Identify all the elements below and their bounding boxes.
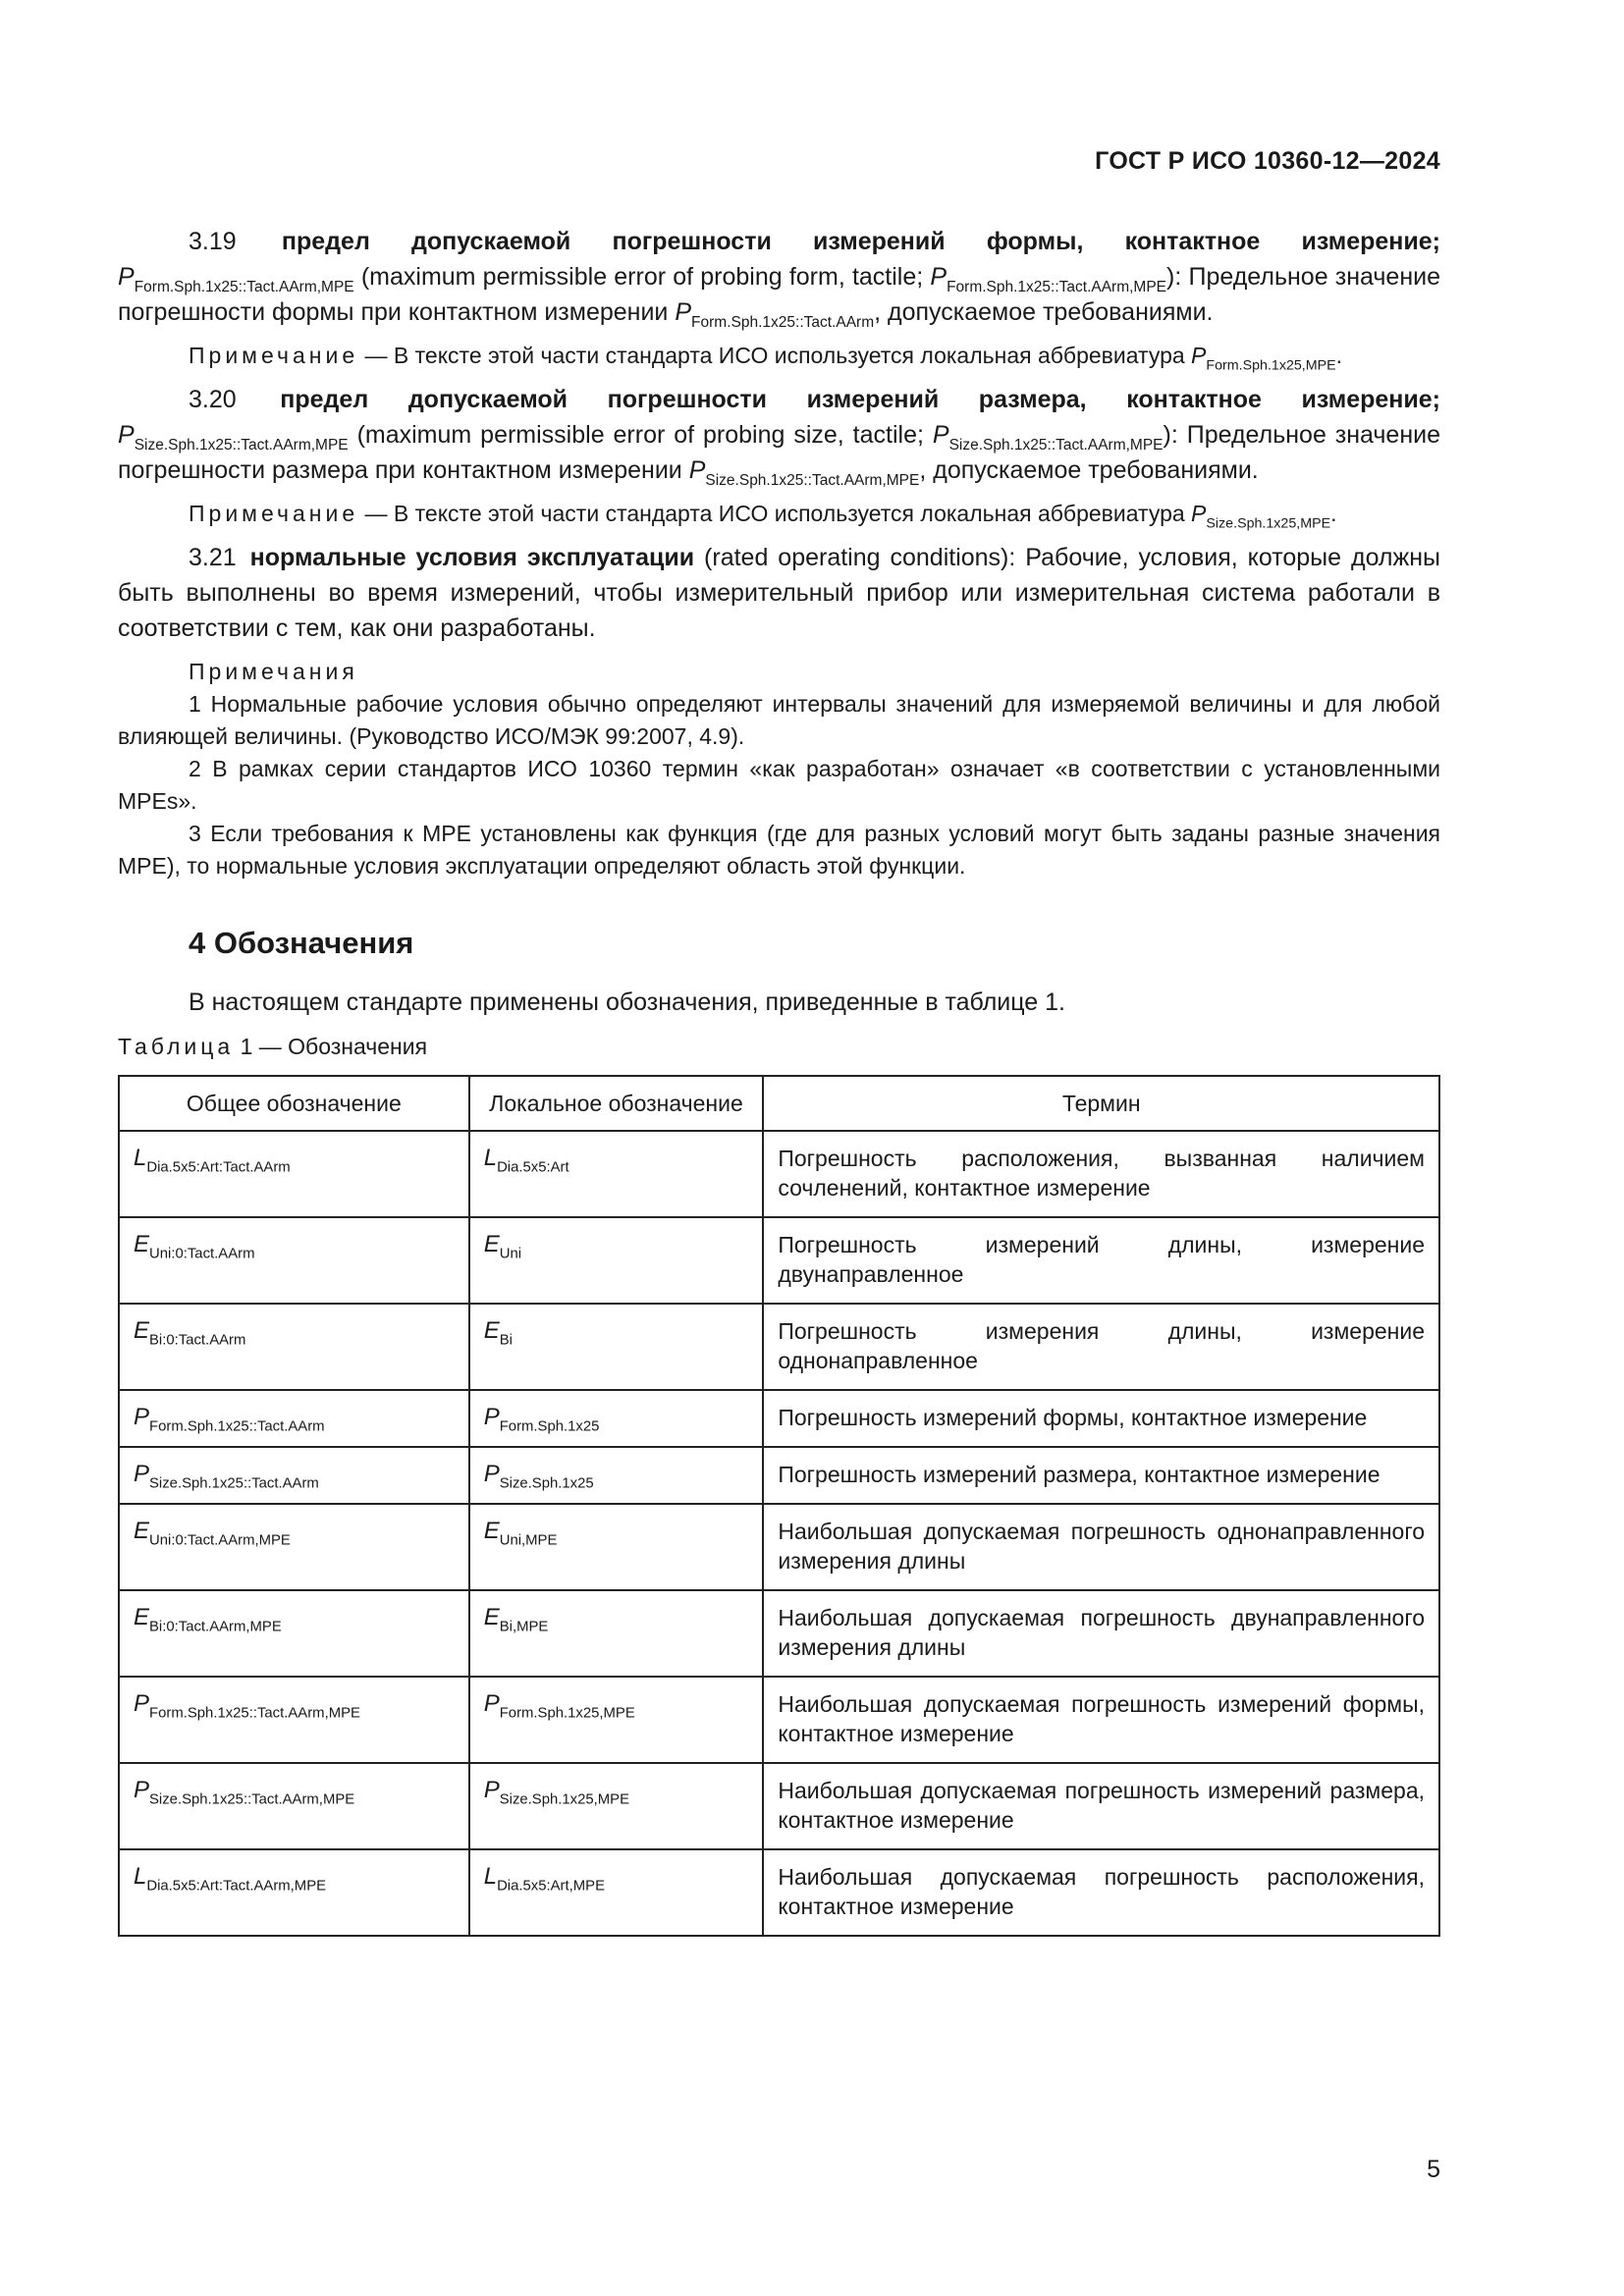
symbol-subscript: Uni:0:Tact.AArm,MPE: [149, 1532, 291, 1549]
symbol-base: E: [483, 1231, 500, 1257]
symbol-base: P: [118, 421, 135, 449]
symbol-subscript: Size.Sph.1x25::Tact.AArm,MPE: [705, 471, 920, 489]
note-item-3: 3 Если требования к MPE установлены как функция (где для разных условий могут быть заданы разные значения MPE), то нормальные условия эксплуатации определяют область этой функции.: [118, 821, 1440, 879]
term-cell: Погрешность измерений формы, контактное измерение: [763, 1390, 1439, 1447]
document-page: [118, 0, 1440, 2296]
symbol-base: P: [483, 1404, 500, 1430]
general-symbol-cell: [119, 1131, 469, 1217]
symbol-subscript: Dia.5x5:Art: [497, 1159, 569, 1176]
table-row: [119, 1590, 1439, 1677]
note-label: Примечание: [189, 343, 359, 368]
symbol-subscript: Dia.5x5:Art:Tact.AArm: [146, 1159, 291, 1176]
symbol-base: P: [118, 263, 135, 291]
symbol-subscript: Size.Sph.1x25::Tact.AArm: [149, 1475, 319, 1492]
symbol-base: E: [134, 1518, 150, 1544]
term-cell: Погрешность расположения, вызванная наличием сочленений, контактное измерение: [763, 1131, 1439, 1217]
table-row: [119, 1763, 1439, 1849]
symbol-subscript: Bi:0:Tact.AArm,MPE: [149, 1619, 282, 1635]
term-cell: Погрешность измерений размера, контактное измерение: [763, 1447, 1439, 1504]
table-row: [119, 1447, 1439, 1504]
symbol-base: P: [134, 1690, 150, 1717]
symbol-base: L: [134, 1863, 147, 1890]
symbol-base: P: [483, 1777, 500, 1803]
symbols-table: [118, 1075, 1440, 1937]
term-cell: Наибольшая допускаемая погрешность расположения, контактное измерение: [763, 1849, 1439, 1936]
term-heading: предел допускаемой погрешности измерений формы, контактное измерение;: [281, 228, 1440, 255]
symbol-base: E: [134, 1604, 150, 1630]
page-number: 5: [1427, 2156, 1440, 2183]
general-symbol-cell: [119, 1304, 469, 1390]
note-end: .: [1330, 501, 1337, 526]
general-symbol-cell: [119, 1390, 469, 1447]
definition-3-20: [118, 382, 1440, 488]
section-intro: В настоящем стандарте применены обозначения, приведенные в таблице 1.: [189, 988, 1066, 1016]
note-3-19: [118, 340, 1440, 372]
definition-text: Предельное значение погрешности формы при контактном измерении: [118, 263, 1441, 326]
symbol-base: P: [134, 1404, 150, 1430]
symbol-base: E: [134, 1317, 150, 1344]
symbol-subscript: Form.Sph.1x25,MPE: [1206, 357, 1336, 374]
local-symbol-cell: [469, 1131, 764, 1217]
term-heading: предел допускаемой погрешности измерений размера, контактное измерение;: [280, 386, 1440, 413]
table-header-row: [119, 1076, 1439, 1131]
general-symbol-cell: [119, 1447, 469, 1504]
notes-heading: [118, 656, 1440, 688]
notes-label: Примечания: [189, 659, 358, 684]
clause-number: 3.19: [189, 228, 237, 255]
term-cell: Погрешность измерения длины, измерение однонаправленное: [763, 1304, 1439, 1390]
caption-label: Таблица: [118, 1034, 235, 1059]
local-symbol-cell: [469, 1504, 764, 1590]
table-row: [119, 1131, 1439, 1217]
symbol-base: E: [483, 1604, 500, 1630]
local-symbol-cell: [469, 1304, 764, 1390]
column-header-local: Локальное обозначение: [469, 1076, 764, 1131]
symbol-subscript: Size.Sph.1x25,MPE: [499, 1791, 630, 1808]
symbol-base: E: [134, 1231, 150, 1257]
table-row: [119, 1504, 1439, 1590]
symbol-base: L: [483, 1863, 498, 1890]
clause-number: 3.20: [189, 386, 237, 413]
symbol-subscript: Size.Sph.1x25::Tact.AArm,MPE: [149, 1791, 355, 1808]
term-cell: Наибольшая допускаемая погрешность двунаправленного измерения длины: [763, 1590, 1439, 1677]
general-symbol-cell: [119, 1504, 469, 1590]
running-header: ГОСТ Р ИСО 10360-12—2024: [1095, 147, 1440, 175]
symbol-base: L: [134, 1145, 147, 1171]
symbol-subscript: Form.Sph.1x25::Tact.AArm,MPE: [149, 1705, 360, 1722]
definition-text: (rated operating conditions): Рабочие, условия, которые должны быть выполнены во время измерений, чтобы измерительный прибор или измерительная система работали в соответствии с тем, как они разработаны.: [118, 544, 1441, 642]
symbol-base: P: [134, 1777, 150, 1803]
symbol-base: P: [134, 1461, 150, 1487]
local-symbol-cell: [469, 1849, 764, 1936]
term-cell: Наибольшая допускаемая погрешность измерений формы, контактное измерение: [763, 1677, 1439, 1763]
note-item-2: 2 В рамках серии стандартов ИСО 10360 термин «как разработан» означает «в соответствии с установленными MPEs».: [118, 756, 1440, 814]
symbol-subscript: Form.Sph.1x25::Tact.AArm: [691, 313, 875, 331]
note-text: — В тексте этой части стандарта ИСО используется локальная аббревиатура: [358, 501, 1192, 526]
symbol-base: P: [675, 298, 692, 326]
symbol-base: E: [483, 1317, 500, 1344]
symbol-subscript: Bi: [499, 1332, 513, 1349]
table-caption: [118, 1032, 1440, 1061]
symbol-base: P: [483, 1461, 500, 1487]
symbol-base: P: [483, 1690, 500, 1717]
symbol-subscript: Size.Sph.1x25,MPE: [1206, 515, 1331, 532]
symbol-subscript: Form.Sph.1x25::Tact.AArm,MPE: [947, 278, 1167, 295]
english-term: (maximum permissible error of probing size, tactile;: [348, 421, 933, 449]
clause-number: 3.21: [189, 544, 237, 571]
column-header-term: Термин: [763, 1076, 1439, 1131]
english-term-end: ):: [1166, 263, 1182, 291]
term-cell: Наибольшая допускаемая погрешность измерений размера, контактное измерение: [763, 1763, 1439, 1849]
table-row: [119, 1304, 1439, 1390]
note-text: — В тексте этой части стандарта ИСО используется локальная аббревиатура: [358, 343, 1192, 368]
table-row: [119, 1390, 1439, 1447]
symbol-subscript: Size.Sph.1x25::Tact.AArm,MPE: [134, 436, 349, 454]
symbol-subscript: Size.Sph.1x25::Tact.AArm,MPE: [948, 436, 1164, 454]
general-symbol-cell: [119, 1849, 469, 1936]
symbol-subscript: Size.Sph.1x25: [499, 1475, 594, 1492]
definition-text-end: , допускаемое требованиями.: [874, 298, 1214, 326]
symbol-subscript: Bi:0:Tact.AArm: [149, 1332, 246, 1349]
symbol-subscript: Form.Sph.1x25,MPE: [499, 1705, 635, 1722]
term-heading: нормальные условия эксплуатации: [249, 544, 695, 571]
symbol-base: E: [483, 1518, 500, 1544]
symbol-subscript: Dia.5x5:Art:Tact.AArm,MPE: [146, 1878, 327, 1895]
table-row: [119, 1849, 1439, 1936]
local-symbol-cell: [469, 1390, 764, 1447]
symbol-subscript: Form.Sph.1x25::Tact.AArm: [149, 1418, 325, 1435]
definition-text: Предельное значение погрешности размера при контактном измерении: [118, 421, 1440, 484]
local-symbol-cell: [469, 1217, 764, 1304]
symbol-base: P: [1191, 501, 1207, 526]
local-symbol-cell: [469, 1677, 764, 1763]
symbol-base: P: [1191, 343, 1207, 368]
general-symbol-cell: [119, 1763, 469, 1849]
general-symbol-cell: [119, 1590, 469, 1677]
local-symbol-cell: [469, 1590, 764, 1677]
general-symbol-cell: [119, 1677, 469, 1763]
note-3-20: [118, 498, 1440, 530]
definition-3-21: [118, 540, 1440, 646]
symbol-base: P: [930, 263, 947, 291]
note-item-1: 1 Нормальные рабочие условия обычно определяют интервалы значений для измеряемой величины и для любой влияющей величины. (Руководство ИСО/МЭК 99:2007, 4.9).: [118, 691, 1440, 749]
symbol-subscript: Bi,MPE: [499, 1619, 549, 1635]
general-symbol-cell: [119, 1217, 469, 1304]
symbol-subscript: Dia.5x5:Art,MPE: [497, 1878, 606, 1895]
local-symbol-cell: [469, 1447, 764, 1504]
symbol-subscript: Uni:0:Tact.AArm: [149, 1246, 255, 1262]
section-heading: 4 Обозначения: [189, 926, 414, 960]
symbol-base: P: [932, 421, 949, 449]
term-cell: Погрешность измерений длины, измерение двунаправленное: [763, 1217, 1439, 1304]
symbol-subscript: Uni,MPE: [499, 1532, 558, 1549]
symbol-subscript: Form.Sph.1x25: [499, 1418, 600, 1435]
symbol-subscript: Uni: [499, 1246, 522, 1262]
note-label: Примечание: [189, 501, 359, 526]
term-cell: Наибольшая допускаемая погрешность однонаправленного измерения длины: [763, 1504, 1439, 1590]
column-header-general: Общее обозначение: [119, 1076, 469, 1131]
symbol-subscript: Form.Sph.1x25::Tact.AArm,MPE: [134, 278, 354, 295]
symbol-base: L: [483, 1145, 498, 1171]
definition-3-19: [118, 224, 1440, 330]
english-term: (maximum permissible error of probing form, tactile;: [353, 263, 931, 291]
definition-text-end: , допускаемое требованиями.: [919, 456, 1259, 484]
table-row: [119, 1677, 1439, 1763]
english-term-end: ):: [1163, 421, 1178, 449]
table-row: [119, 1217, 1439, 1304]
caption-text: 1 — Обозначения: [234, 1034, 428, 1059]
symbol-base: P: [688, 456, 706, 484]
local-symbol-cell: [469, 1763, 764, 1849]
note-end: .: [1335, 343, 1343, 368]
